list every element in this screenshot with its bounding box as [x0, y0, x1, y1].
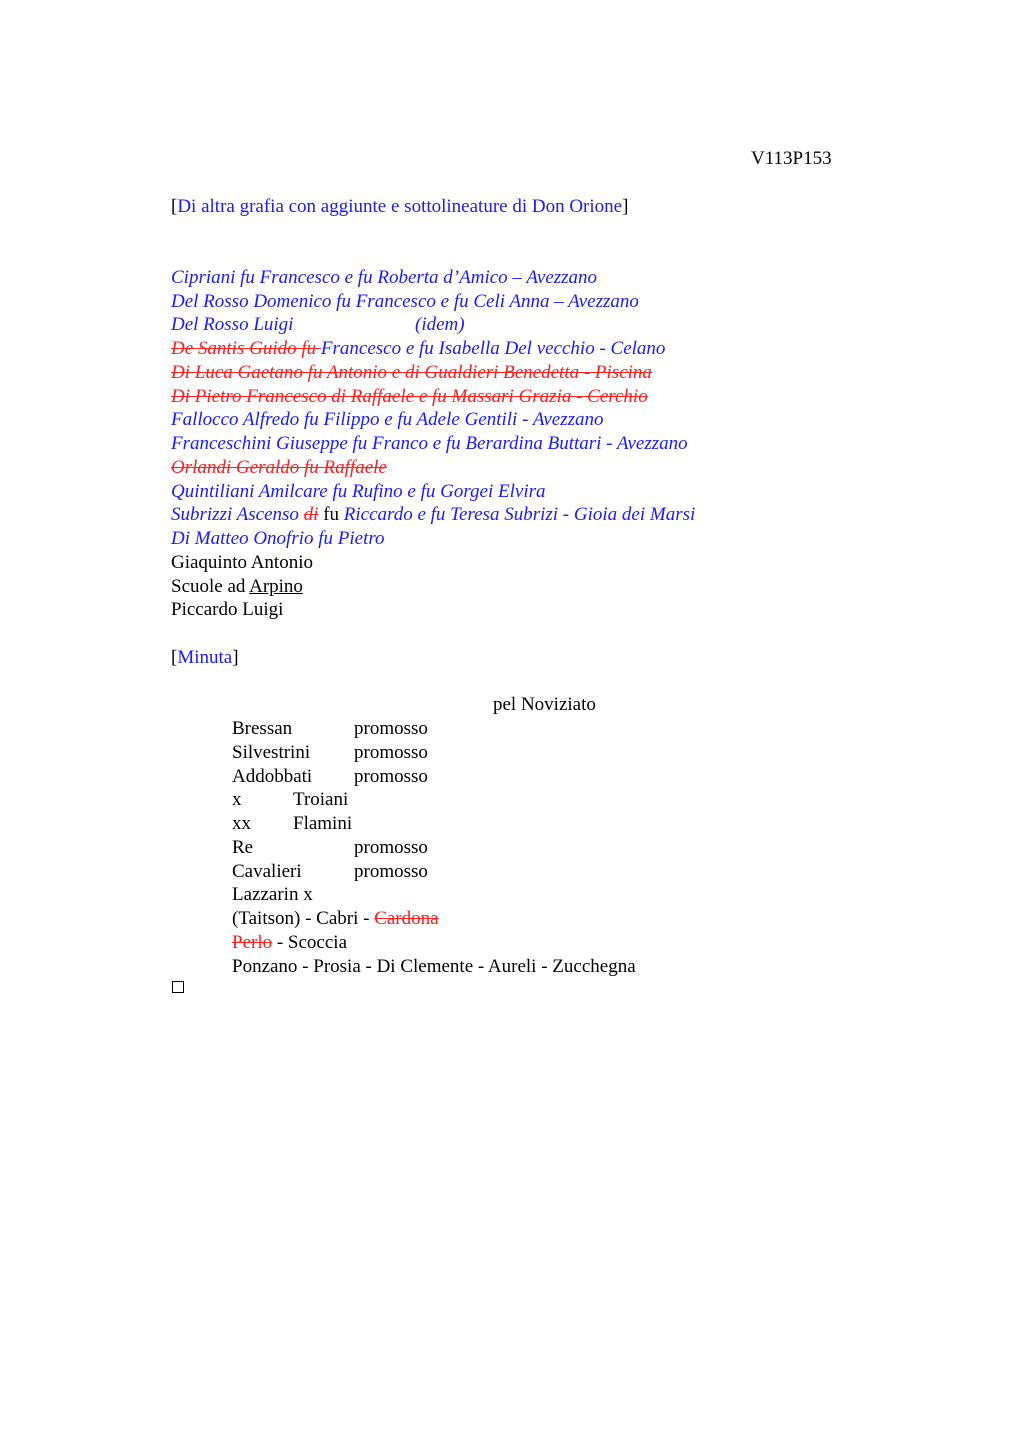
name-line-3-idem: (idem) — [415, 314, 465, 335]
row-name: x — [232, 789, 242, 810]
name-line-7: Fallocco Alfredo fu Filippo e fu Adele Gentili - Avezzano — [171, 409, 604, 430]
perlo-line — [232, 931, 347, 955]
page-code: V113P153 — [751, 148, 832, 169]
underlined-text: Arpino — [249, 576, 303, 597]
deleted-text: Perlo — [232, 932, 273, 953]
row-name: Cavalieri — [232, 861, 302, 882]
name-line-5-deleted: Di Luca Gaetano fu Antonio e di Gualdieri Benedetta - Piscina — [171, 362, 652, 383]
minuta-text: Minuta — [177, 647, 233, 668]
editorial-note — [171, 195, 628, 219]
deleted-text: De Santis Guido fu — [171, 338, 321, 359]
row-status: promosso — [354, 861, 428, 882]
name-line-6-deleted: Di Pietro Francesco di Raffaele e fu Massari Grazia - Cerchio — [171, 386, 648, 407]
name-line-3: Del Rosso Luigi — [171, 314, 294, 335]
bracket-open: [ — [171, 647, 178, 668]
name-line-11 — [171, 503, 695, 527]
row-status: Troiani — [293, 789, 349, 810]
name-line-14 — [171, 575, 303, 599]
name-text: Subrizzi Ascenso — [171, 504, 304, 525]
row-name: Re — [232, 837, 254, 858]
name-text-2: Riccardo e fu Teresa Subrizi - Gioia dei Marsi — [343, 504, 696, 525]
row-status: promosso — [354, 742, 428, 763]
name-line-1: Cipriani fu Francesco e fu Roberta d’Amico – Avezzano — [171, 267, 598, 288]
row-name: Bressan — [232, 718, 293, 739]
name-line-2: Del Rosso Domenico fu Francesco e fu Celi Anna – Avezzano — [171, 291, 639, 312]
plain-text: fu — [318, 504, 344, 525]
note-text: Di altra grafia con aggiunte e sottolineature di Don Orione — [177, 196, 623, 217]
noviziato-heading: pel Noviziato — [493, 694, 596, 715]
plain-text: Scuole ad — [171, 576, 250, 597]
row-status: Flamini — [293, 813, 353, 834]
bracket-close: ] — [622, 196, 629, 217]
row-status: promosso — [354, 718, 428, 739]
row-status: promosso — [354, 837, 428, 858]
row-name: Silvestrini — [232, 742, 311, 763]
bracket-open: [ — [171, 196, 178, 217]
name-line-12: Di Matteo Onofrio fu Pietro — [171, 528, 385, 549]
minuta-note — [171, 646, 239, 670]
name-line-10: Quintiliani Amilcare fu Rufino e fu Gorgei Elvira — [171, 481, 546, 502]
plain-text: (Taitson) - Cabri - — [232, 908, 375, 929]
row-status: promosso — [354, 766, 428, 787]
deleted-text: Cardona — [374, 908, 439, 929]
lazzarin-line: Lazzarin x — [232, 884, 313, 905]
last-line: Ponzano - Prosia - Di Clemente - Aureli - Zucchegna — [232, 956, 636, 977]
row-name: Addobbati — [232, 766, 313, 787]
name-line-4 — [171, 337, 665, 361]
taitson-line — [232, 907, 439, 931]
bracket-close: ] — [232, 647, 239, 668]
name-line-9-deleted: Orlandi Geraldo fu Raffaele — [171, 457, 387, 478]
name-line-8: Franceschini Giuseppe fu Franco e fu Berardina Buttari - Avezzano — [171, 433, 688, 454]
name-line-13: Giaquinto Antonio — [171, 552, 313, 573]
name-text: Francesco e fu Isabella Del vecchio - Celano — [320, 338, 666, 359]
plain-text: - Scoccia — [272, 932, 348, 953]
name-line-15: Piccardo Luigi — [171, 599, 284, 620]
deleted-text: di — [303, 504, 319, 525]
square-marker-icon — [172, 981, 184, 993]
row-name: xx — [232, 813, 251, 834]
